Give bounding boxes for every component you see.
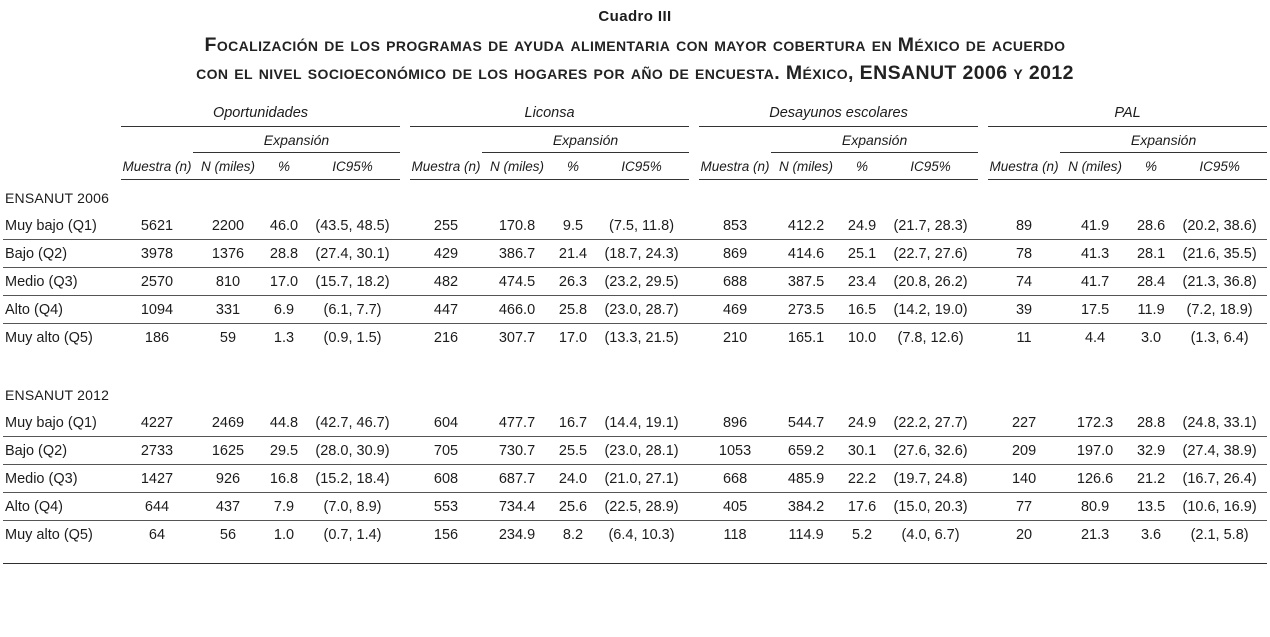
- table-cell: (24.8, 33.1): [1172, 409, 1267, 437]
- table-cell: 853: [699, 212, 771, 240]
- table-cell: 11.9: [1130, 296, 1172, 324]
- column-gap: [400, 103, 410, 127]
- table-cell: 1053: [699, 437, 771, 465]
- table-cell: 1625: [193, 437, 263, 465]
- col-header-ic95: IC95%: [594, 153, 689, 180]
- col-header-muestra: Muestra (n): [988, 153, 1060, 180]
- table-caption-line1: Focalización de los programas de ayuda alimentaria con mayor cobertura en México de acuerdo: [204, 34, 1066, 56]
- table-cell: 412.2: [771, 212, 841, 240]
- table-caption-line2: con el nivel socioeconómico de los hogares por año de encuesta. México, ENSANUT 2006 y 2012: [196, 62, 1074, 84]
- expansion-header: Expansión: [771, 127, 978, 153]
- table-cell: 209: [988, 437, 1060, 465]
- table-row: [3, 296, 1267, 324]
- table-cell: 734.4: [482, 493, 552, 521]
- table-cell: 24.9: [841, 212, 883, 240]
- table-cell: 11: [1016, 330, 1032, 346]
- col-header-muestra: Muestra (n): [121, 153, 193, 180]
- col-header-muestra: Muestra (n): [699, 153, 771, 180]
- table-cell: (23.0, 28.1): [594, 437, 689, 465]
- table-cell: (19.7, 24.8): [883, 465, 978, 493]
- table-row: [3, 521, 1267, 564]
- table-cell: (0.7, 1.4): [323, 527, 382, 543]
- column-gap: [400, 240, 410, 268]
- row-label: Alto (Q4): [3, 296, 121, 324]
- table-cell: 17.6: [841, 493, 883, 521]
- table-cell: 429: [410, 240, 482, 268]
- table-cell: 668: [699, 465, 771, 493]
- table-cell: (21.6, 35.5): [1172, 240, 1267, 268]
- column-gap: [978, 212, 988, 240]
- col-header-pct: %: [552, 153, 594, 180]
- table-cell: 307.7: [498, 330, 536, 346]
- table-cell: 28.6: [1130, 212, 1172, 240]
- table-cell: 2570: [121, 268, 193, 296]
- table-cell: 64: [148, 527, 166, 543]
- table-cell: 234.9: [498, 527, 536, 543]
- group-header-liconsa: Liconsa: [410, 103, 689, 127]
- col-header-pct: %: [1130, 153, 1172, 180]
- table-cell: 810: [193, 268, 263, 296]
- table-cell: 3978: [121, 240, 193, 268]
- table-cell: (15.0, 20.3): [883, 493, 978, 521]
- column-gap: [400, 127, 410, 153]
- table-cell: (7.8, 12.6): [897, 330, 964, 346]
- table-cell: (22.7, 27.6): [883, 240, 978, 268]
- header-spacer: [3, 127, 121, 153]
- table-cell: (18.7, 24.3): [594, 240, 689, 268]
- table-cell: 28.1: [1130, 240, 1172, 268]
- table-cell: 482: [410, 268, 482, 296]
- column-gap: [978, 296, 988, 324]
- column-gap: [400, 324, 410, 352]
- column-gap: [978, 127, 988, 153]
- table-cell: 21.3: [1080, 527, 1110, 543]
- table-cell: 29.5: [263, 437, 305, 465]
- table-row: [3, 268, 1267, 296]
- table-cell: 78: [988, 240, 1060, 268]
- row-label: Muy bajo (Q1): [3, 409, 121, 437]
- column-gap: [400, 296, 410, 324]
- table-cell: 705: [410, 437, 482, 465]
- table-cell: 28.8: [1130, 409, 1172, 437]
- column-gap: [978, 465, 988, 493]
- row-label: Alto (Q4): [3, 493, 121, 521]
- table-row: [3, 409, 1267, 437]
- header-spacer: [3, 153, 121, 180]
- table-cell: 405: [699, 493, 771, 521]
- table-cell: 197.0: [1060, 437, 1130, 465]
- table-cell: 28.8: [263, 240, 305, 268]
- table-row: [3, 212, 1267, 240]
- table-cell: 16.5: [841, 296, 883, 324]
- table-cell: 2469: [193, 409, 263, 437]
- table-cell: 59: [219, 330, 237, 346]
- column-gap: [689, 268, 699, 296]
- col-header-ic95: IC95%: [1172, 153, 1267, 180]
- table-cell: 10.0: [847, 330, 877, 346]
- table-cell: (27.4, 30.1): [305, 240, 400, 268]
- table-cell: 17.0: [263, 268, 305, 296]
- table-cell: 414.6: [771, 240, 841, 268]
- column-gap: [978, 103, 988, 127]
- table-cell: 3.6: [1140, 527, 1162, 543]
- column-gap: [689, 409, 699, 437]
- table-row: [3, 437, 1267, 465]
- row-label: Muy alto (Q5): [5, 330, 93, 346]
- table-row: [3, 493, 1267, 521]
- col-header-pct: %: [263, 153, 305, 180]
- column-gap: [689, 127, 699, 153]
- table-cell: 474.5: [482, 268, 552, 296]
- table-cell: 687.7: [482, 465, 552, 493]
- table-cell: (22.2, 27.7): [883, 409, 978, 437]
- table-cell: (14.4, 19.1): [594, 409, 689, 437]
- table-cell: (23.0, 28.7): [594, 296, 689, 324]
- header-spacer: [121, 127, 193, 153]
- table-cell: (43.5, 48.5): [305, 212, 400, 240]
- table-cell: 896: [699, 409, 771, 437]
- table-cell: 13.5: [1130, 493, 1172, 521]
- table-cell: 255: [410, 212, 482, 240]
- table-caption: [3, 31, 1267, 87]
- table-cell: 23.4: [841, 268, 883, 296]
- column-gap: [689, 437, 699, 465]
- group-header-desayunos: Desayunos escolares: [699, 103, 978, 127]
- expansion-header: Expansión: [193, 127, 400, 153]
- table-cell: 210: [722, 330, 748, 346]
- table-cell: (7.5, 11.8): [594, 212, 689, 240]
- row-label: Bajo (Q2): [3, 437, 121, 465]
- column-gap: [978, 409, 988, 437]
- table-cell: (4.0, 6.7): [901, 527, 960, 543]
- col-header-n-miles: N (miles): [771, 153, 841, 180]
- table-cell: 186: [144, 330, 170, 346]
- table-cell: 4.4: [1084, 330, 1106, 346]
- row-label: Muy bajo (Q1): [3, 212, 121, 240]
- table-cell: 485.9: [771, 465, 841, 493]
- table-cell: 387.5: [771, 268, 841, 296]
- column-gap: [400, 465, 410, 493]
- table-cell: 22.2: [841, 465, 883, 493]
- column-gap: [978, 493, 988, 521]
- table-cell: 44.8: [263, 409, 305, 437]
- table-cell: 41.7: [1060, 268, 1130, 296]
- column-gap: [689, 493, 699, 521]
- table-cell: (0.9, 1.5): [323, 330, 382, 346]
- expansion-header: Expansión: [482, 127, 689, 153]
- column-gap: [978, 324, 988, 352]
- table-cell: 386.7: [482, 240, 552, 268]
- table-cell: 56: [219, 527, 237, 543]
- table-cell: 1.0: [273, 527, 295, 543]
- table-cell: 7.9: [263, 493, 305, 521]
- table-cell: (13.3, 21.5): [604, 330, 679, 346]
- column-gap: [689, 153, 699, 180]
- column-gap: [400, 409, 410, 437]
- table-cell: 4227: [121, 409, 193, 437]
- column-gap: [978, 437, 988, 465]
- table-cell: 926: [193, 465, 263, 493]
- table-cell: (16.7, 26.4): [1172, 465, 1267, 493]
- col-header-n-miles: N (miles): [193, 153, 263, 180]
- table-cell: 16.8: [263, 465, 305, 493]
- table-cell: 544.7: [771, 409, 841, 437]
- group-header-row: [3, 103, 1267, 127]
- table-cell: (21.0, 27.1): [594, 465, 689, 493]
- table-cell: 659.2: [771, 437, 841, 465]
- table-cell: 608: [410, 465, 482, 493]
- table-cell: (22.5, 28.9): [594, 493, 689, 521]
- table-cell: 384.2: [771, 493, 841, 521]
- table-cell: 30.1: [841, 437, 883, 465]
- table-cell: 41.3: [1060, 240, 1130, 268]
- table-cell: (10.6, 16.9): [1172, 493, 1267, 521]
- table-cell: (6.4, 10.3): [608, 527, 675, 543]
- table-cell: 46.0: [263, 212, 305, 240]
- table-cell: (7.2, 18.9): [1172, 296, 1267, 324]
- group-header-oportunidades: Oportunidades: [121, 103, 400, 127]
- table-cell: 5.2: [851, 527, 873, 543]
- row-label: Muy alto (Q5): [5, 527, 93, 543]
- column-gap: [689, 103, 699, 127]
- table-cell: 2733: [121, 437, 193, 465]
- table-cell: (21.3, 36.8): [1172, 268, 1267, 296]
- column-gap: [689, 240, 699, 268]
- column-gap: [400, 212, 410, 240]
- table-cell: 156: [433, 527, 459, 543]
- header-spacer: [410, 127, 482, 153]
- table-cell: 477.7: [482, 409, 552, 437]
- table-cell: 869: [699, 240, 771, 268]
- table-cell: 140: [988, 465, 1060, 493]
- table-cell: 553: [410, 493, 482, 521]
- col-header-muestra: Muestra (n): [410, 153, 482, 180]
- table-cell: (15.7, 18.2): [305, 268, 400, 296]
- table-cell: 172.3: [1060, 409, 1130, 437]
- table-cell: (7.0, 8.9): [305, 493, 400, 521]
- table-cell: 24.0: [552, 465, 594, 493]
- table-cell: 16.7: [552, 409, 594, 437]
- column-gap: [689, 212, 699, 240]
- table-cell: 216: [433, 330, 459, 346]
- section-row: [3, 351, 1267, 409]
- table-cell: 466.0: [482, 296, 552, 324]
- table-cell: 28.4: [1130, 268, 1172, 296]
- col-header-n-miles: N (miles): [1060, 153, 1130, 180]
- table-cell: 165.1: [787, 330, 825, 346]
- table-cell: 74: [988, 268, 1060, 296]
- column-gap: [978, 521, 988, 564]
- table-row: [3, 324, 1267, 352]
- header-spacer: [3, 103, 121, 127]
- table-cell: 3.0: [1140, 330, 1162, 346]
- table-cell: 688: [699, 268, 771, 296]
- table-cell: (42.7, 46.7): [305, 409, 400, 437]
- table-cell: (23.2, 29.5): [594, 268, 689, 296]
- table-cell: (15.2, 18.4): [305, 465, 400, 493]
- col-header-ic95: IC95%: [305, 153, 400, 180]
- expansion-header-row: [3, 127, 1267, 153]
- column-gap: [400, 153, 410, 180]
- section-row: [3, 180, 1267, 213]
- col-header-pct: %: [841, 153, 883, 180]
- table-cell: (6.1, 7.7): [305, 296, 400, 324]
- column-gap: [400, 493, 410, 521]
- section-label: ENSANUT 2006: [5, 190, 110, 206]
- table-cell: 170.8: [482, 212, 552, 240]
- group-header-pal: PAL: [988, 103, 1267, 127]
- table-cell: 25.8: [552, 296, 594, 324]
- table-cell: 77: [988, 493, 1060, 521]
- table-cell: 1427: [121, 465, 193, 493]
- column-gap: [978, 153, 988, 180]
- column-gap: [689, 296, 699, 324]
- table-cell: 26.3: [552, 268, 594, 296]
- table-cell: 447: [410, 296, 482, 324]
- table-cell: 25.5: [552, 437, 594, 465]
- table-cell: 114.9: [788, 527, 824, 543]
- table-body: [3, 180, 1267, 564]
- table-cell: (1.3, 6.4): [1190, 330, 1249, 346]
- table-row: [3, 465, 1267, 493]
- column-gap: [978, 240, 988, 268]
- column-header-row: [3, 153, 1267, 180]
- table-cell: (21.7, 28.3): [883, 212, 978, 240]
- header-spacer: [699, 127, 771, 153]
- table-cell: 604: [410, 409, 482, 437]
- column-gap: [689, 465, 699, 493]
- table-cell: 21.2: [1130, 465, 1172, 493]
- table-cell: (20.8, 26.2): [883, 268, 978, 296]
- table-row: [3, 240, 1267, 268]
- table-cell: 1376: [193, 240, 263, 268]
- table-cell: 17.0: [558, 330, 588, 346]
- column-gap: [689, 324, 699, 352]
- header-spacer: [988, 127, 1060, 153]
- table-cell: (20.2, 38.6): [1172, 212, 1267, 240]
- table-cell: 32.9: [1130, 437, 1172, 465]
- row-label: Medio (Q3): [3, 465, 121, 493]
- table-cell: 6.9: [263, 296, 305, 324]
- row-label: Medio (Q3): [3, 268, 121, 296]
- column-gap: [689, 521, 699, 564]
- table-cell: 20: [1015, 527, 1033, 543]
- column-gap: [400, 521, 410, 564]
- col-header-ic95: IC95%: [883, 153, 978, 180]
- table-cell: 437: [193, 493, 263, 521]
- table-cell: 8.2: [562, 527, 584, 543]
- table-cell: 730.7: [482, 437, 552, 465]
- table-cell: 24.9: [841, 409, 883, 437]
- table-cell: 25.1: [841, 240, 883, 268]
- table-cell: 89: [988, 212, 1060, 240]
- table-cell: 21.4: [552, 240, 594, 268]
- table-number-title: Cuadro III: [598, 8, 672, 25]
- row-label: Bajo (Q2): [3, 240, 121, 268]
- table-cell: 5621: [121, 212, 193, 240]
- focalizacion-table: [3, 103, 1267, 564]
- table-cell: (27.4, 38.9): [1172, 437, 1267, 465]
- table-cell: 2200: [193, 212, 263, 240]
- table-cell: (2.1, 5.8): [1190, 527, 1249, 543]
- column-gap: [400, 437, 410, 465]
- table-cell: 80.9: [1060, 493, 1130, 521]
- table-cell: 273.5: [771, 296, 841, 324]
- column-gap: [400, 268, 410, 296]
- table-cell: (14.2, 19.0): [883, 296, 978, 324]
- col-header-n-miles: N (miles): [482, 153, 552, 180]
- table-cell: 644: [121, 493, 193, 521]
- table-cell: 118: [723, 527, 747, 543]
- table-cell: 25.6: [552, 493, 594, 521]
- column-gap: [978, 268, 988, 296]
- table-cell: 1.3: [273, 330, 295, 346]
- section-label: ENSANUT 2012: [5, 387, 110, 403]
- table-cell: 1094: [121, 296, 193, 324]
- table-cell: 469: [699, 296, 771, 324]
- table-cell: 331: [193, 296, 263, 324]
- expansion-header: Expansión: [1060, 127, 1267, 153]
- table-cell: (28.0, 30.9): [305, 437, 400, 465]
- table-cell: 17.5: [1060, 296, 1130, 324]
- table-cell: 39: [988, 296, 1060, 324]
- table-cell: 227: [988, 409, 1060, 437]
- table-cell: 9.5: [552, 212, 594, 240]
- table-cell: (27.6, 32.6): [883, 437, 978, 465]
- table-cell: 41.9: [1060, 212, 1130, 240]
- table-cell: 126.6: [1060, 465, 1130, 493]
